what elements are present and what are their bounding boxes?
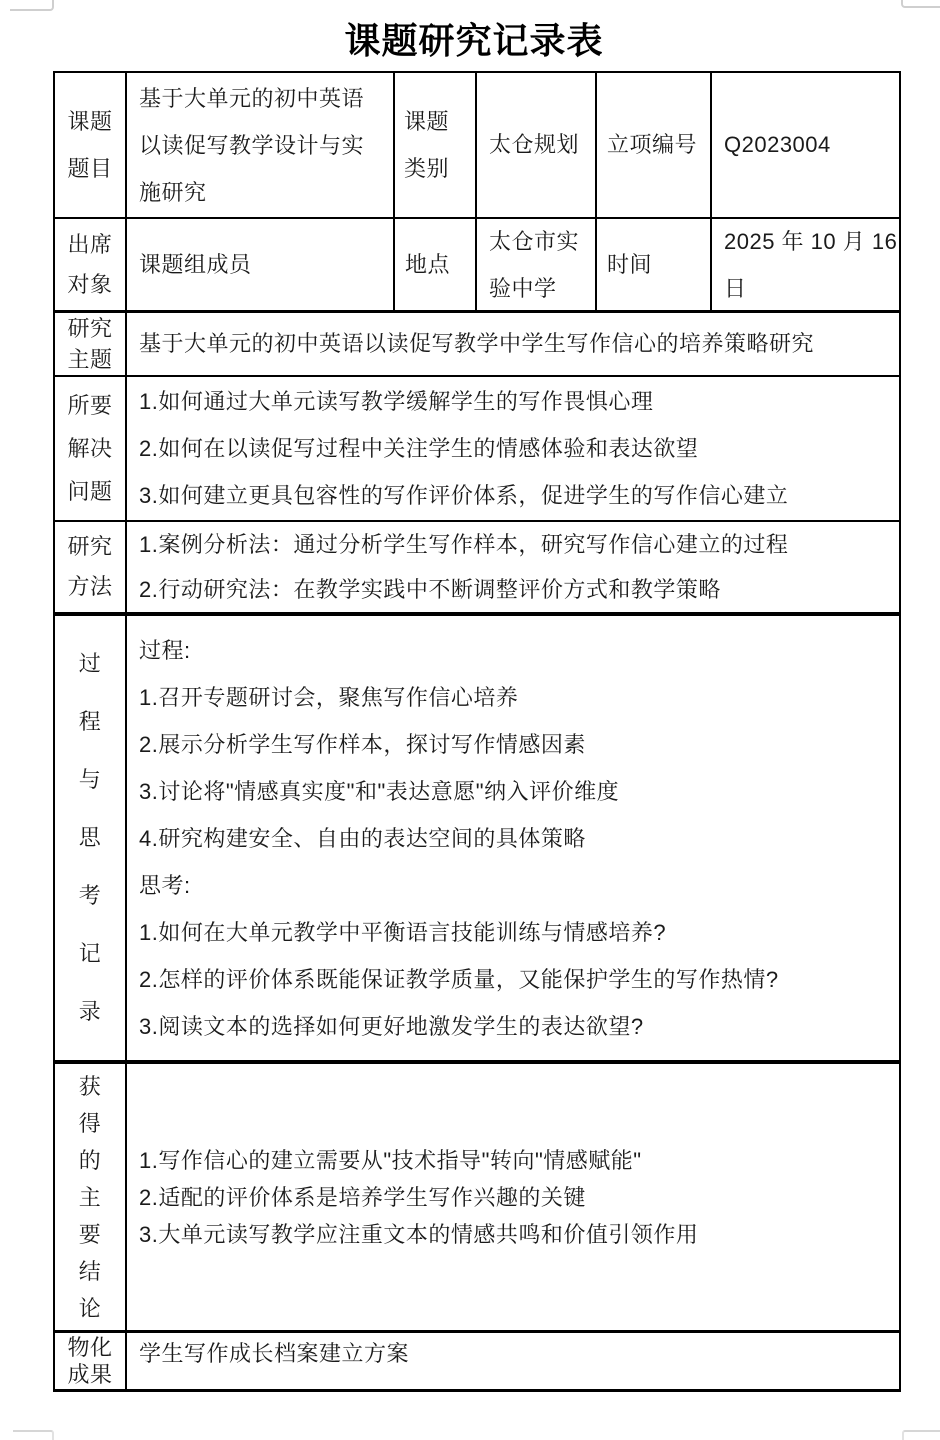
time-label: 时间 <box>595 219 710 310</box>
next-page-corner-right <box>902 1430 940 1440</box>
conclusions-label: 获 得 的 主 要 结 论 <box>78 1073 102 1321</box>
theme-label: 研究 主题 <box>67 316 113 372</box>
category-label: 课题 类别 <box>393 73 475 217</box>
table-row-conclusions <box>55 1060 899 1330</box>
table-row-process-notes <box>55 612 899 1060</box>
location-value: 太仓市实 验中学 <box>475 219 595 310</box>
problems-value: 1.如何通过大单元读写教学缓解学生的写作畏惧心理 2.如何在以读促写过程中关注学生的情感体验和表达欲望 3.如何建立更具包容性的写作评价体系，促进学生的写作信心建立 <box>125 377 899 520</box>
theme-value: 基于大单元的初中英语以读促写教学中学生写作信心的培养策略研究 <box>125 313 899 375</box>
topic-label: 课题 题目 <box>67 109 113 181</box>
prev-page-corner-right <box>901 0 940 8</box>
table-row-deliverables <box>55 1330 899 1389</box>
methods-value: 1.案例分析法：通过分析学生写作样本，研究写作信心建立的过程 2.行动研究法：在教学实践中不断调整评价方式和教学策略 <box>125 522 899 612</box>
attendees-value: 课题组成员 <box>125 219 393 310</box>
problems-label: 所要 解决 问题 <box>67 393 113 504</box>
record-table <box>53 71 901 1392</box>
table-row-topic <box>55 73 899 217</box>
deliverables-label: 物化 成果 <box>67 1335 113 1387</box>
deliverables-value: 学生写作成长档案建立方案 <box>125 1333 899 1389</box>
table-row-theme <box>55 310 899 375</box>
category-value: 太仓规划 <box>475 73 595 217</box>
process-notes-label: 过 程 与 思 考 记 录 <box>78 651 102 1024</box>
time-value: 2025 年 10 月 16 日 <box>710 219 899 310</box>
location-label: 地点 <box>393 219 475 310</box>
table-row-problems <box>55 375 899 520</box>
prev-page-corner-left <box>10 0 54 11</box>
next-page-corner-left <box>13 1430 54 1440</box>
project-no-label: 立项编号 <box>595 73 710 217</box>
process-notes-value: 过程: 1.召开专题研讨会，聚焦写作信心培养 2.展示分析学生写作样本，探讨写作情感因素 3.讨论将"情感真实度"和"表达意愿"纳入评价维度 4.研究构建安全、自由的表达空间的具体策略 思考: 1.如何在大单元教学中平衡语言技能训练与情感培养? 2.怎样的评价体系既能保证教学质量，又能保护学生的写作热情? 3.阅读文本的选择如何更好地激发学生的表达欲望? <box>125 616 899 1060</box>
project-no-value: Q2023004 <box>710 73 899 217</box>
conclusions-value: 1.写作信心的建立需要从"技术指导"转向"情感赋能" 2.适配的评价体系是培养学生写作兴趣的关键 3.大单元读写教学应注重文本的情感共鸣和价值引领作用 <box>125 1064 899 1330</box>
table-row-attendees <box>55 217 899 310</box>
attendees-label: 出席 对象 <box>67 231 113 297</box>
table-row-methods <box>55 520 899 612</box>
methods-label: 研究 方法 <box>67 534 113 599</box>
topic-value: 基于大单元的初中英语 以读促写教学设计与实 施研究 <box>125 73 393 217</box>
page-title: 课题研究记录表 <box>344 20 604 61</box>
